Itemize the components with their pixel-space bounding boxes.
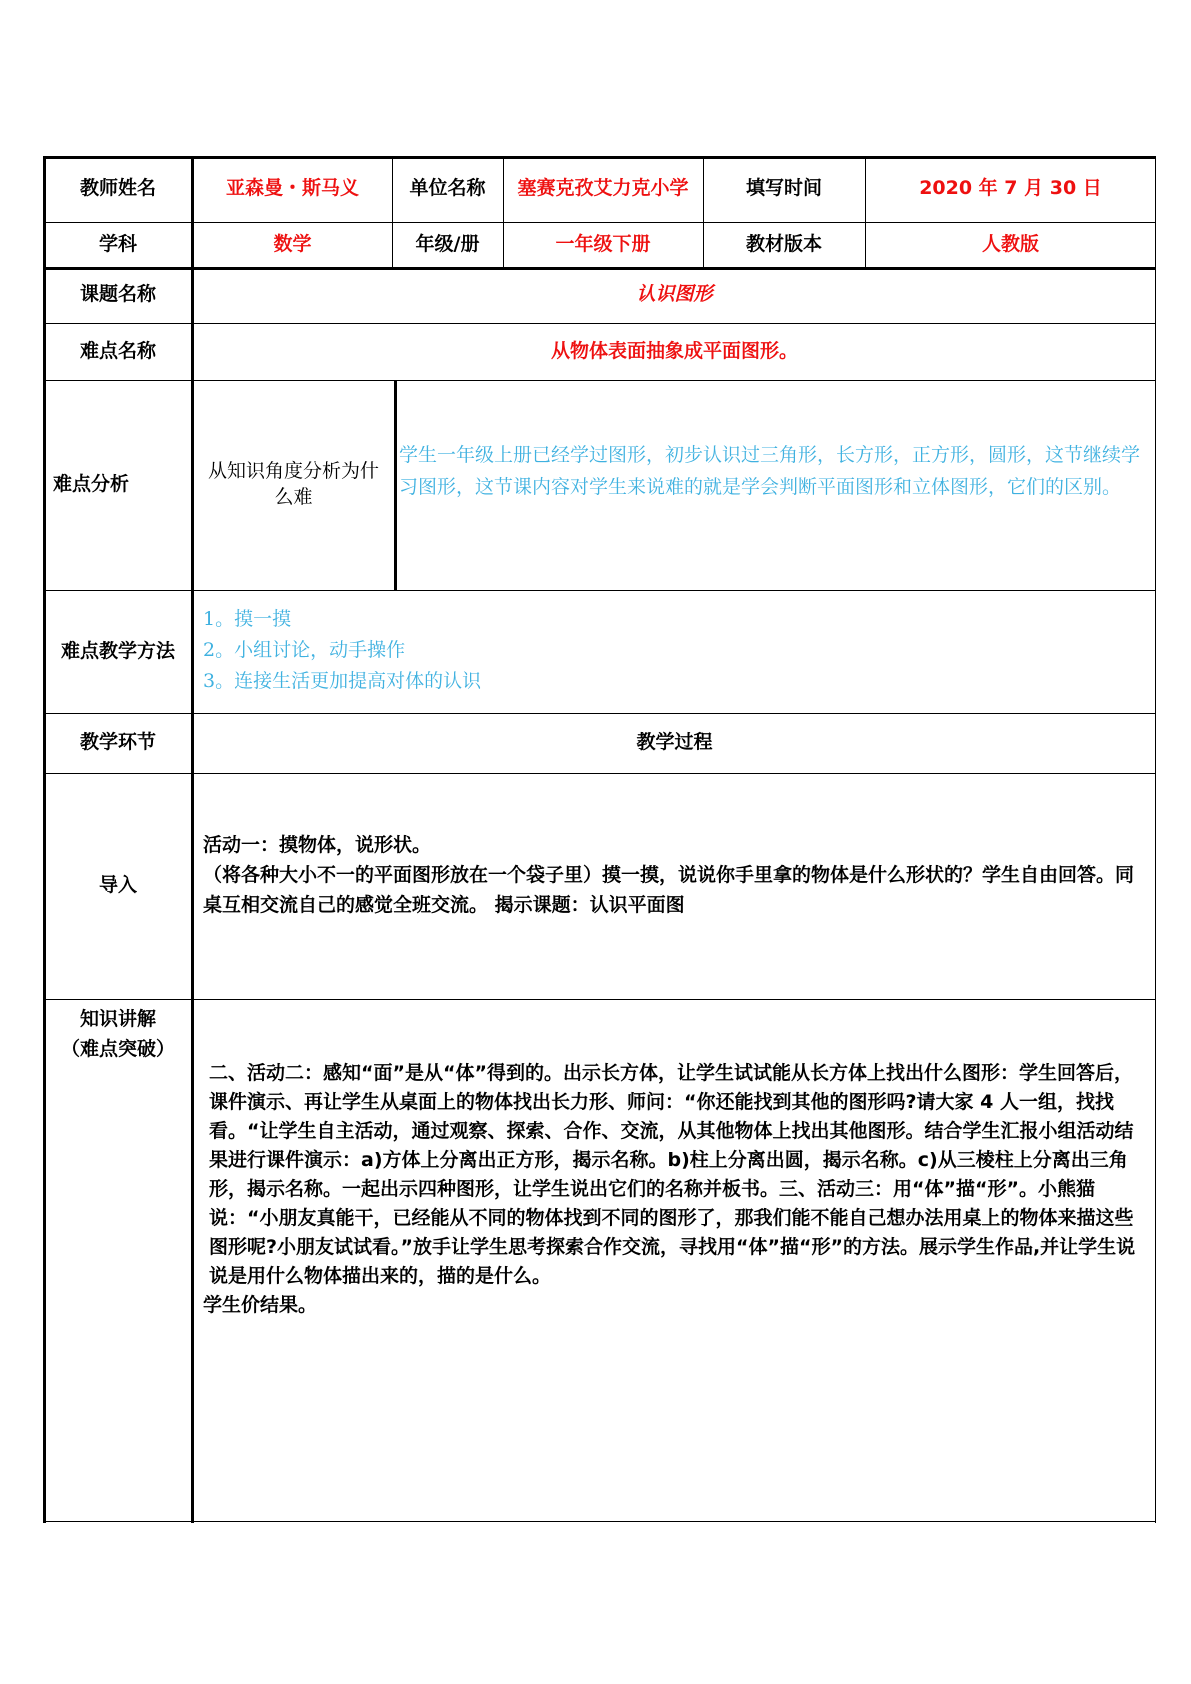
analysis-label: 难点分析 — [53, 473, 130, 496]
row-divider — [43, 773, 1156, 774]
column-divider — [703, 156, 704, 267]
explain-body: 二、活动二：感知“面”是从“体”得到的。出示长方体，让学生试试能从长方体上找出什么图形：学生回答后，课件演示、再让学生从桌面上的物体找出长力形、师问：“你还能找到其他的图形吗?请大家 4 人一组，找找看。“让学生自主活动，通过观察、探索、合作、交流，从其他物体上找出其他图形。结合学生汇报小组活动结果进行课件演示：a)方体上分离出正方形，揭示名称。b)柱上分离出圆，揭示名称。c)从三棱柱上分离出三角形，揭示名称。一起出示四种图形，让学生说出它们的名称并板书。三、活动三：用“体”描“形”。小熊猫说：“小朋友真能干，已经能从不同的物体找到不同的图形了，那我们能不能自己想办法用桌上的物体来描这些图形呢?小朋友试试看。”放手让学生思考探索合作交流，寻找用“体”描“形”的方法。展示学生作品,并让学生说说是用什么物体描出来的，描的是什么。 — [209, 1062, 1136, 1287]
difficulty-value: 从物体表面抽象成平面图形。 — [550, 339, 798, 362]
row-divider — [43, 267, 1156, 270]
difficulty-label: 难点名称 — [79, 339, 156, 362]
methods-label: 难点教学方法 — [60, 639, 175, 662]
table-border-left — [43, 156, 46, 1523]
analysis-sub-label: 从知识角度分析为什么难 — [207, 460, 379, 508]
teacher-name: 亚森曼・斯马义 — [225, 177, 359, 200]
date-value: 2020 年 7 月 30 日 — [919, 177, 1102, 200]
explain-label-line1: 知识讲解 — [79, 1008, 156, 1030]
unit-label: 单位名称 — [409, 177, 486, 200]
row-divider — [43, 713, 1156, 714]
row-divider — [43, 222, 1156, 223]
topic-label: 课题名称 — [79, 283, 156, 306]
analysis-column-divider — [394, 380, 397, 590]
explain-label-line2: （难点突破） — [60, 1038, 175, 1060]
unit-name: 塞赛克孜艾力克小学 — [517, 177, 689, 200]
grade-value: 一年级下册 — [555, 232, 651, 255]
column-divider — [503, 156, 504, 267]
intro-title: 活动一：摸物体，说形状。 — [203, 834, 432, 856]
topic-value: 认识图形 — [636, 283, 713, 306]
methods-list — [203, 604, 1143, 697]
stage-label: 教学环节 — [79, 731, 156, 754]
lesson-plan-table — [43, 156, 1156, 1523]
methods-item: 3。连接生活更加提高对体的认识 — [203, 670, 482, 692]
subject-label: 学科 — [98, 232, 137, 255]
subject-value: 数学 — [273, 232, 312, 255]
table-border-top — [43, 156, 1156, 159]
row-divider — [43, 590, 1156, 591]
methods-item: 1。摸一摸 — [203, 608, 292, 630]
intro-content — [203, 830, 1148, 920]
explain-content — [203, 1059, 1148, 1320]
intro-label: 导入 — [98, 874, 137, 897]
row-divider — [43, 323, 1156, 324]
table-border-right — [1155, 156, 1156, 1523]
column-divider — [865, 156, 866, 267]
explain-label — [43, 999, 193, 1069]
grade-label: 年级/册 — [415, 232, 480, 255]
column-divider — [392, 156, 393, 267]
teacher-label: 教师姓名 — [79, 177, 156, 200]
label-column-divider — [191, 156, 194, 1523]
row-divider — [43, 999, 1156, 1000]
edition-label: 教材版本 — [745, 232, 822, 255]
date-label: 填写时间 — [745, 177, 822, 200]
row-divider — [43, 380, 1156, 381]
process-label: 教学过程 — [636, 731, 713, 754]
table-border-bottom — [43, 1521, 1156, 1522]
edition-value: 人教版 — [981, 232, 1039, 255]
intro-body: （将各种大小不一的平面图形放在一个袋子里）摸一摸，说说你手里拿的物体是什么形状的？学生自由回答。同桌互相交流自己的感觉全班交流。 揭示课题：认识平面图 — [203, 864, 1135, 916]
analysis-content: 学生一年级上册已经学过图形，初步认识过三角形，长方形，正方形，圆形，这节继续学习图形，这节课内容对学生来说难的就是学会判断平面图形和立体图形，它们的区别。 — [399, 444, 1141, 498]
methods-item: 2。小组讨论，动手操作 — [203, 639, 406, 661]
explain-footer: 学生价结果。 — [203, 1294, 318, 1316]
